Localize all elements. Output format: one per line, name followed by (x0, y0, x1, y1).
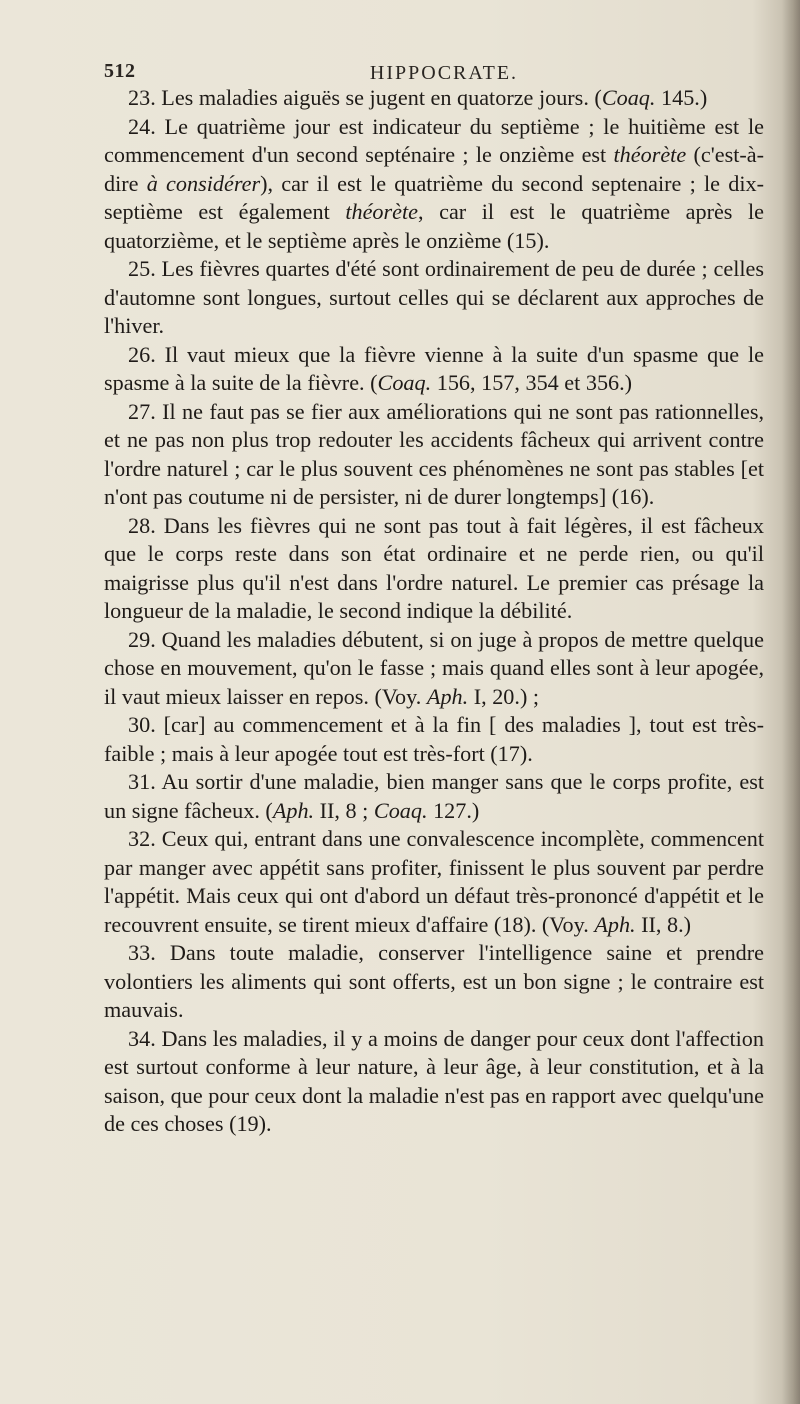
aphorism-paragraph (104, 255, 764, 341)
aphorism-number: 34. (128, 1025, 156, 1051)
aphorism-text-run: 127.) (427, 797, 480, 823)
aphorism-text-run: 145.) (655, 85, 708, 110)
aphorism-text-run: Dans toute maladie, conserver l'intelligence saine et prendre volontiers les aliments qui sont offerts, est un bon signe ; le contraire est mauvais. (104, 940, 764, 1022)
page-edge-shadow (782, 0, 800, 1404)
aphorism-text-run: II, 8 ; (314, 797, 374, 823)
aphorism-number: 28. (128, 512, 156, 538)
italic-reference: Coaq. (601, 85, 656, 110)
aphorism-paragraph (104, 398, 764, 512)
aphorism-text-run: I, 20.) ; (468, 683, 540, 709)
italic-reference: à considérer (146, 170, 261, 196)
italic-reference: Coaq. (373, 797, 428, 823)
running-head: HIPPOCRATE. (369, 62, 519, 84)
aphorism-text (104, 84, 764, 1139)
aphorism-number: 29. (128, 626, 156, 652)
page-number: 512 (104, 60, 136, 82)
aphorism-paragraph (104, 825, 764, 939)
italic-reference: Coaq. (377, 370, 432, 395)
aphorism-paragraph (104, 113, 764, 256)
aphorism-paragraph (104, 711, 764, 768)
italic-reference: Aph. (272, 797, 315, 823)
aphorism-text-run: Quand les maladies débutent, si on juge à propos de mettre quelque chose en mouvement, qu'on le fasse ; mais quand elles sont à leur apogée, il vaut mieux laisser en repos. (Voy. (104, 626, 764, 709)
aphorism-number: 25. (128, 256, 156, 281)
aphorism-text-run: Le quatrième jour est indicateur du septième ; le huitième est le commencement d'un second septénaire ; le onzième est (104, 113, 764, 167)
aphorism-text-run: Les fièvres quartes d'été sont ordinairement de peu de durée ; celles d'automne sont longues, surtout celles qui se déclarent aux approches de l'hiver. (104, 256, 764, 338)
aphorism-text-run: [car] au commencement et à la fin [ des maladies ], tout est très-faible ; mais à leur apogée tout est très-fort (17). (104, 712, 764, 766)
aphorism-text-run: Ceux qui, entrant dans une convalescence incomplète, commencent par manger avec appétit sans profiter, finissent le plus souvent par perdre l'appétit. Mais ceux qui ont d'abord un défaut très-prononcé d'appétit et le recouvrent ensuite, se tirent mieux d'affaire (18). (Voy. (104, 826, 764, 937)
aphorism-text-run: (c'est-à-dire (104, 142, 764, 196)
aphorism-paragraph (104, 341, 764, 398)
aphorism-text-run: 156, 157, 354 et 356.) (431, 370, 633, 395)
italic-reference: Aph. (594, 911, 636, 937)
italic-reference: Aph. (426, 683, 469, 709)
aphorism-text-run: Dans les maladies, il y a moins de danger pour ceux dont l'affection est surtout conforme à leur nature, à leur âge, à leur constitution, et à la saison, que pour ceux dont la maladie n'est pas en rapport avec quelqu'une de ces choses (19). (104, 1025, 764, 1136)
aphorism-text-run: Au sortir d'une maladie, bien manger sans que le corps profite, est un signe fâcheux. ( (104, 769, 764, 823)
aphorism-text-run: Dans les fièvres qui ne sont pas tout à fait légères, il est fâcheux que le corps reste dans son état ordinaire et ne perde rien, ou qu'il maigrisse plus qu'il n'est dans l'ordre naturel. Le premier cas présage la longueur de la maladie, le second indique la débilité. (104, 512, 764, 623)
aphorism-paragraph (104, 1025, 764, 1139)
aphorism-paragraph (104, 626, 764, 712)
italic-reference: théorète (613, 142, 687, 167)
aphorism-number: 32. (128, 826, 156, 851)
aphorism-paragraph (104, 939, 764, 1025)
aphorism-text-run: Il vaut mieux que la fièvre vienne à la suite d'un spasme que le spasme à la suite de la fièvre. ( (104, 341, 764, 395)
aphorism-text-run: Il ne faut pas se fier aux améliorations qui ne sont pas rationnelles, et ne pas non plus trop redouter les accidents fâcheux qui arrivent contre l'ordre naturel ; car le plus souvent ces phénomènes ne sont pas stables [et n'ont pas coutume ni de persister, ni de durer longtemps] (16). (104, 398, 764, 509)
aphorism-text-run: II, 8.) (635, 911, 692, 937)
aphorism-number: 26. (128, 341, 156, 367)
aphorism-text-run: ), car il est le quatrième du second septenaire ; le dix-septième est également (104, 170, 764, 224)
aphorism-number: 23. (128, 85, 156, 110)
aphorism-number: 27. (128, 398, 156, 424)
aphorism-number: 30. (128, 712, 156, 737)
aphorism-paragraph (104, 768, 764, 825)
aphorism-text-run: , car il est le quatrième après le quatorzième, et le septième après le onzième (15). (104, 199, 764, 253)
aphorism-number: 33. (128, 940, 156, 965)
aphorism-paragraph (104, 512, 764, 626)
aphorism-number: 31. (128, 769, 156, 794)
aphorism-number: 24. (128, 113, 156, 139)
italic-reference: théorète (345, 199, 419, 224)
aphorism-text-run: Les maladies aiguës se jugent en quatorze jours. ( (155, 85, 602, 110)
aphorism-paragraph (104, 84, 764, 113)
